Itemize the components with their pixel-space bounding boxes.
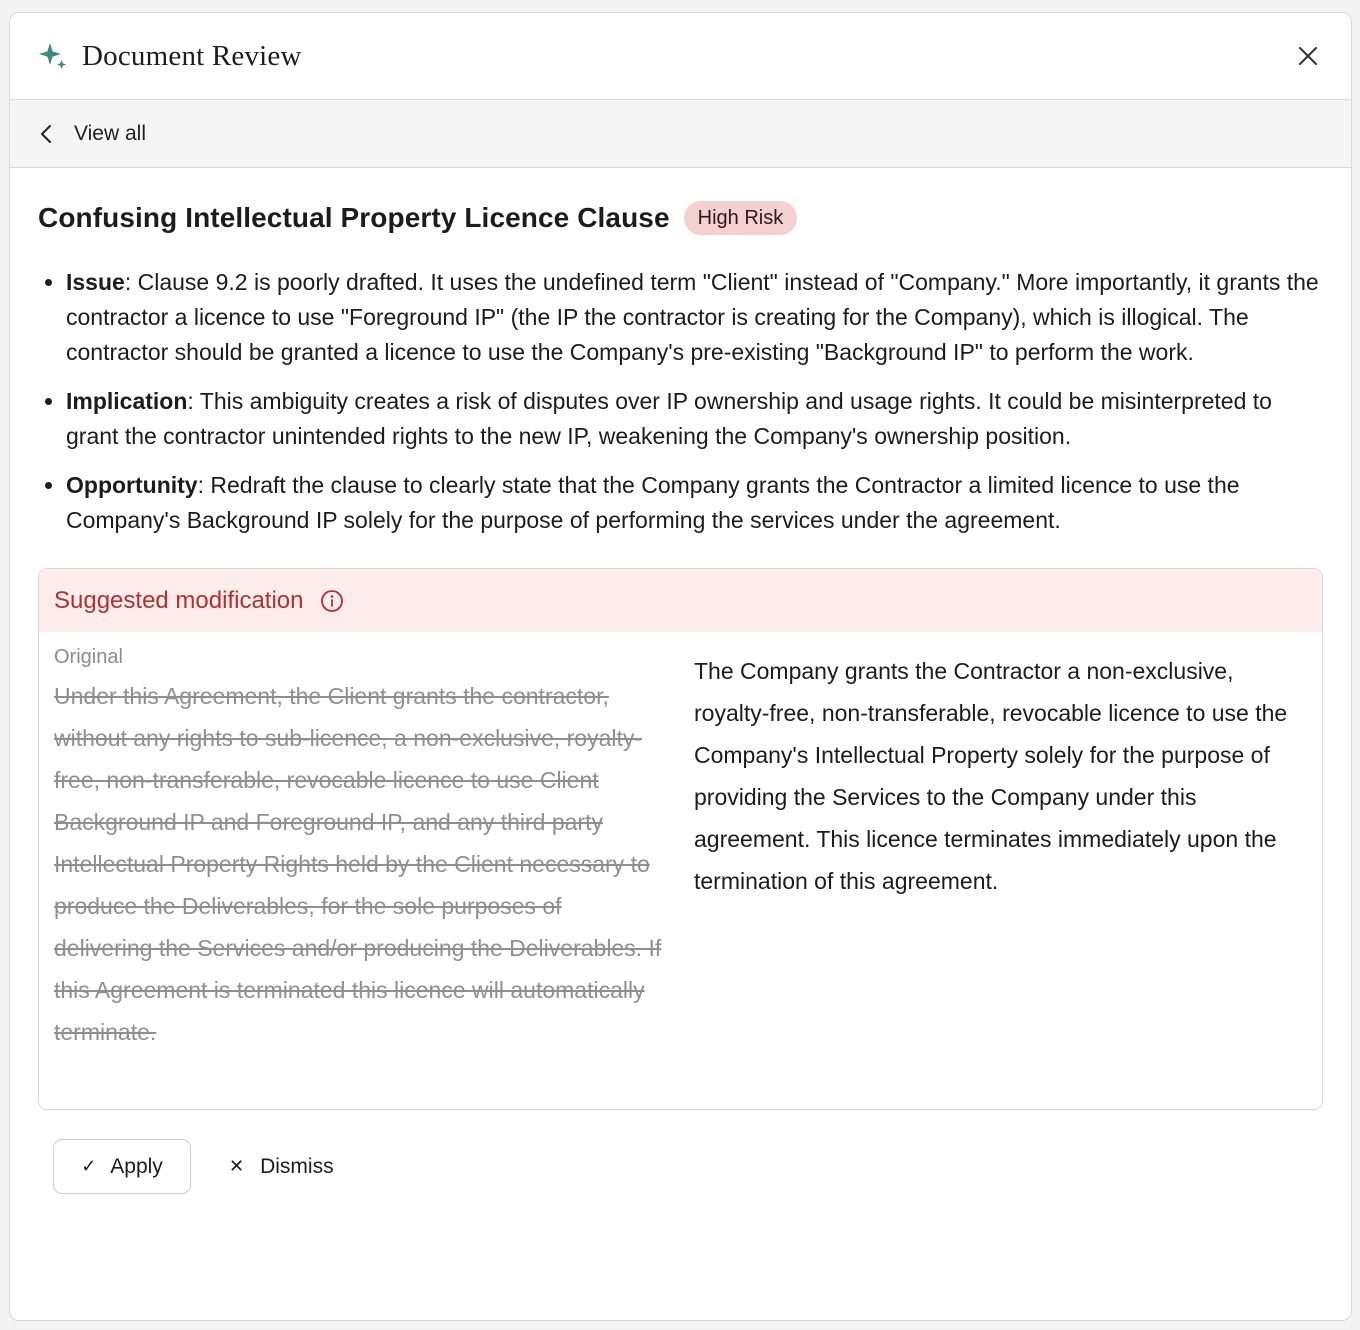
- point-text: : Clause 9.2 is poorly drafted. It uses the undefined term "Client" instead of "Company." More importantly, it grants the contractor a licence to use "Foreground IP" (the IP the contractor is creating for the Company), which is illogical. The contractor should be granted a licence to use the Company's pre-existing "Background IP" to perform the work.: [66, 269, 1319, 365]
- suggested-column: [679, 632, 1299, 1053]
- finding-points: [38, 265, 1323, 538]
- original-text: Under this Agreement, the Client grants the contractor, without any rights to sub-licence, a non-exclusive, royalty-free, non-transferable, revocable licence to use Client Background IP and Foreground IP, and any third party Intellectual Property Rights held by the Client necessary to produce the Deliverables, for the sole purposes of delivering the Services and/or producing the Deliverables. If this Agreement is terminated this licence will automatically terminate.: [54, 683, 662, 1045]
- document-review-panel: [9, 12, 1352, 1321]
- finding-point-opportunity: [66, 468, 1323, 538]
- point-text: : Redraft the clause to clearly state that the Company grants the Contractor a limited licence to use the Company's Background IP solely for the purpose of performing the services under the agreement.: [66, 472, 1240, 533]
- suggested-modification-body: [39, 632, 1322, 1053]
- finding-point-issue: [66, 265, 1323, 370]
- action-bar: [38, 1139, 1323, 1194]
- apply-button[interactable]: [53, 1139, 191, 1194]
- original-column: [39, 632, 679, 1053]
- risk-badge: High Risk: [684, 201, 798, 235]
- point-text: : This ambiguity creates a risk of disputes over IP ownership and usage rights. It could be misinterpreted to grant the contractor unintended rights to the new IP, weakening the Company's ownership position.: [66, 388, 1272, 449]
- dismiss-button[interactable]: [215, 1139, 348, 1194]
- check-icon: ✓: [81, 1156, 97, 1176]
- finding-point-implication: [66, 384, 1323, 454]
- sparkle-icon: [38, 41, 68, 71]
- finding-content: [10, 201, 1351, 1194]
- apply-label: Apply: [110, 1154, 163, 1178]
- finding-heading-row: [38, 201, 1323, 235]
- original-label: Original: [54, 646, 123, 668]
- dismiss-label: Dismiss: [260, 1154, 334, 1178]
- x-icon: ✕: [229, 1156, 245, 1176]
- view-all-link[interactable]: [10, 100, 1351, 168]
- suggested-text: The Company grants the Contractor a non-exclusive, royalty-free, non-transferable, revocable licence to use the Company's Intellectual Property solely for the purpose of providing the Services to the Company under this agreement. This licence terminates immediately upon the termination of this agreement.: [694, 658, 1288, 894]
- point-label: Issue: [66, 269, 125, 295]
- chevron-left-icon: [38, 124, 54, 144]
- panel-header: [10, 13, 1351, 100]
- panel-title: Document Review: [82, 39, 302, 72]
- suggested-modification-header: [39, 569, 1322, 632]
- suggested-modification-title: Suggested modification: [54, 586, 304, 614]
- point-label: Implication: [66, 388, 188, 414]
- finding-title: Confusing Intellectual Property Licence Clause: [38, 202, 670, 233]
- view-all-label: View all: [74, 121, 146, 145]
- info-icon[interactable]: [320, 589, 344, 613]
- close-icon[interactable]: [1297, 45, 1319, 67]
- point-label: Opportunity: [66, 472, 198, 498]
- suggested-modification-card: [38, 568, 1323, 1110]
